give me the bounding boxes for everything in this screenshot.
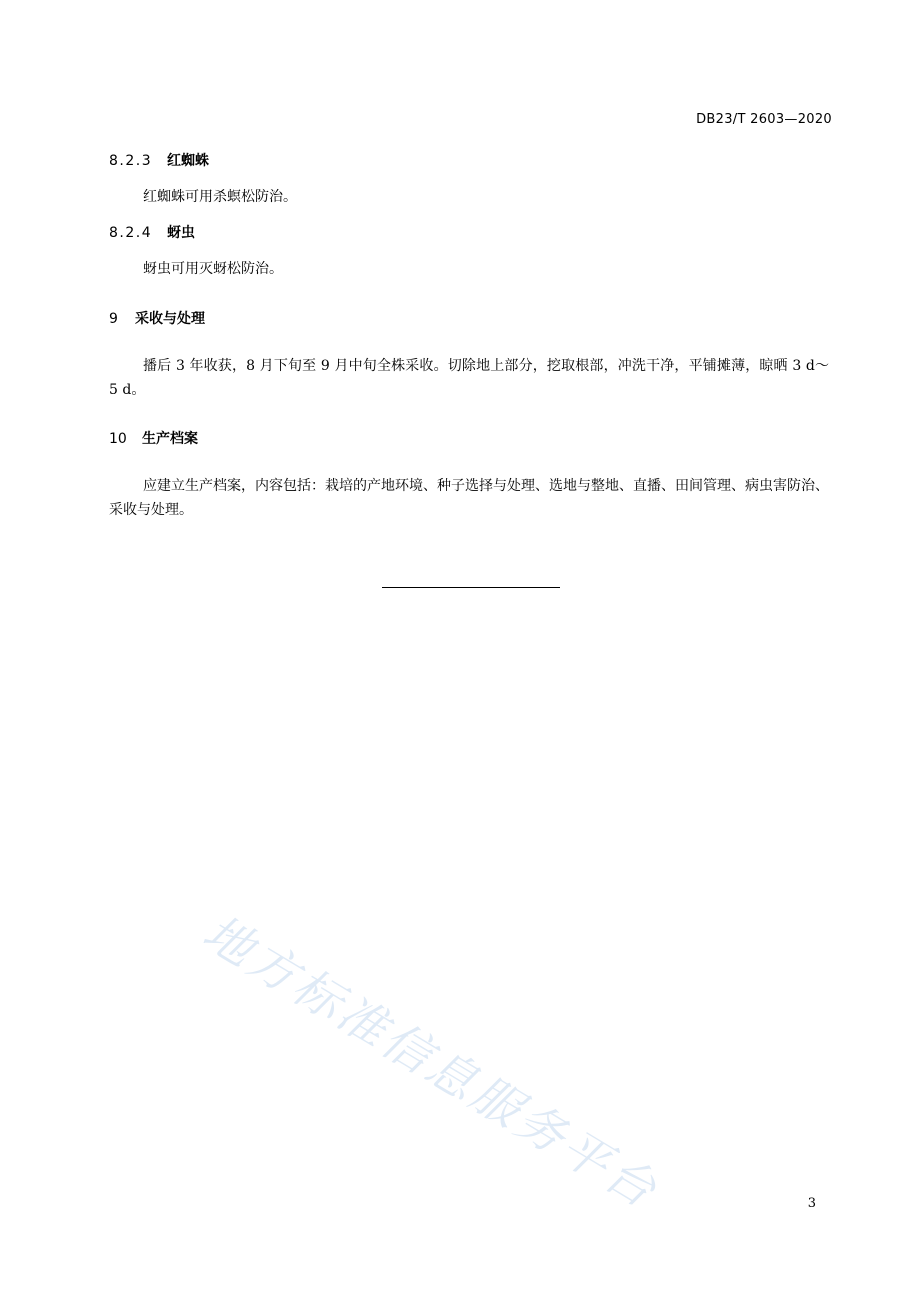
section-title: 蚜虫 (167, 225, 195, 241)
section-body-10: 应建立生产档案，内容包括：栽培的产地环境、种子选择与处理、选地与整地、直播、田间管理、病虫害防治、采收与处理。 (109, 478, 829, 518)
section-heading-10 (109, 428, 198, 448)
section-title: 红蜘蛛 (167, 153, 209, 169)
section-body-9: 播后 3 年收获，8 月下旬至 9 月中旬全株采收。切除地上部分，挖取根部，冲洗干净，平铺摊薄，晾晒 3 d～5 d。 (109, 358, 829, 398)
document-code: DB23/T 2603—2020 (696, 112, 832, 127)
end-of-document-rule (382, 587, 560, 588)
section-heading-8-2-4 (109, 222, 195, 242)
section-title: 生产档案 (142, 431, 198, 447)
section-body-8-2-3: 红蜘蛛可用杀螟松防治。 (143, 189, 297, 205)
page-number: 3 (807, 1196, 816, 1211)
section-number: 10 (109, 431, 127, 447)
section-number: 8.2.3 (109, 153, 153, 169)
section-number: 8.2.4 (109, 225, 153, 241)
section-heading-8-2-3 (109, 150, 209, 170)
section-title: 采收与处理 (135, 311, 205, 327)
section-body-8-2-4: 蚜虫可用灭蚜松防治。 (143, 261, 283, 277)
watermark-text: 地方标准信息服务平台 (193, 904, 669, 1221)
section-number: 9 (109, 311, 118, 327)
section-heading-9 (109, 308, 205, 328)
